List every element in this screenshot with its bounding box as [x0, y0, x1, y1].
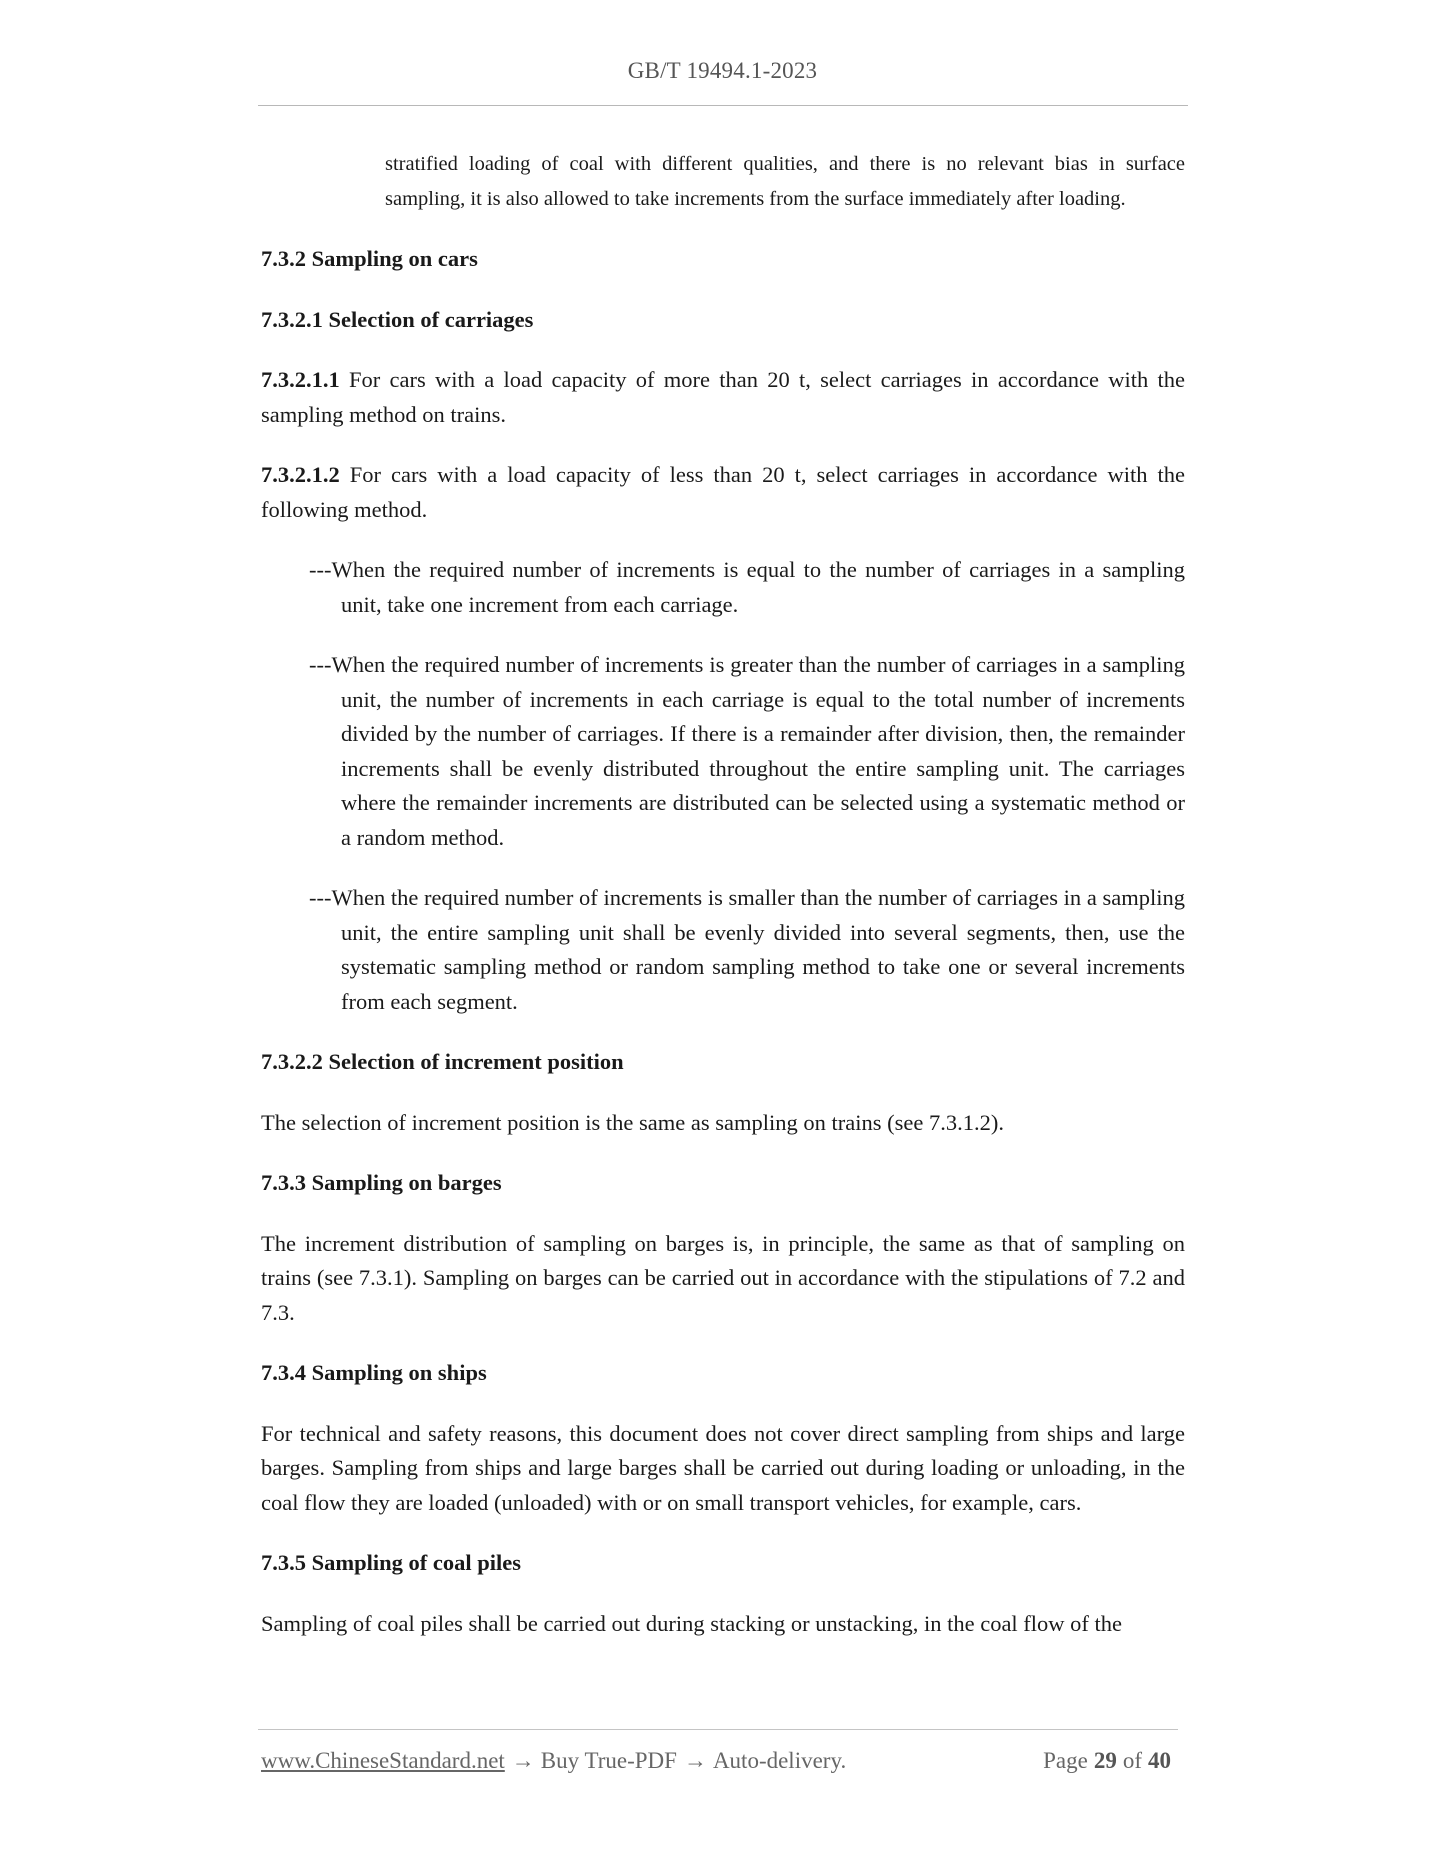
clause-number: 7.3.2.1.2: [261, 462, 340, 487]
page-footer: [261, 1748, 1177, 1782]
page-indicator: [1043, 1748, 1177, 1774]
arrow-right-icon: →: [511, 1748, 535, 1773]
heading-7-3-2-2: 7.3.2.2 Selection of increment position: [261, 1049, 624, 1074]
arrow-right-icon: →: [683, 1748, 707, 1773]
paragraph-7-3-3: The increment distribution of sampling on barges is, in principle, the same as that of sampling on trains (see 7.3.1). Sampling on barges can be carried out in accordance with the stipulations of 7.2 and 7.3.: [261, 1230, 1185, 1325]
chinese-standard-link[interactable]: www.ChineseStandard.net: [261, 1748, 505, 1773]
list-item: ---When the required number of increments is equal to the number of carriages in a sampling unit, take one increment from each carriage.: [309, 557, 1185, 617]
list-item: ---When the required number of increments is smaller than the number of carriages in a sampling unit, the entire sampling unit shall be evenly divided into several segments, then, use the systematic sampling method or random sampling method to take one or several increments from each segment.: [309, 885, 1185, 1014]
auto-delivery-text: Auto-delivery.: [712, 1748, 847, 1773]
document-header-title: GB/T 19494.1-2023: [627, 58, 818, 83]
footer-divider: [258, 1729, 1178, 1730]
of-label: of: [1122, 1748, 1142, 1773]
buy-true-pdf-text: Buy True-PDF: [540, 1748, 677, 1773]
continuation-paragraph: stratified loading of coal with different qualities, and there is no relevant bias in surface sampling, it is also allowed to take increments from the surface immediately after loading.: [385, 153, 1185, 210]
current-page-number: 29: [1093, 1748, 1117, 1773]
paragraph-7-3-5: Sampling of coal piles shall be carried out during stacking or unstacking, in the coal flow of the: [261, 1610, 1123, 1636]
heading-7-3-3: 7.3.3 Sampling on barges: [261, 1170, 502, 1195]
heading-7-3-5: 7.3.5 Sampling of coal piles: [261, 1550, 522, 1575]
clause-text: For cars with a load capacity of more than 20 t, select carriages in accordance with the sampling method on trains.: [261, 367, 1185, 427]
paragraph-7-3-4: For technical and safety reasons, this document does not cover direct sampling from ships and large barges. Sampling from ships and large barges shall be carried out during loading or unloading, in the coal flow they are loaded (unloaded) with or on small transport vehicles, for example, cars.: [261, 1420, 1185, 1515]
document-body: [261, 147, 1185, 1667]
paragraph-7-3-2-1-2: [261, 458, 1185, 527]
header-divider: [258, 105, 1188, 106]
total-pages-number: 40: [1148, 1748, 1171, 1773]
clause-text: For cars with a load capacity of less than 20 t, select carriages in accordance with the following method.: [261, 462, 1185, 522]
heading-7-3-4: 7.3.4 Sampling on ships: [261, 1360, 487, 1385]
heading-7-3-2-1: 7.3.2.1 Selection of carriages: [261, 306, 534, 332]
clause-number: 7.3.2.1.1: [261, 367, 340, 392]
heading-7-3-2: 7.3.2 Sampling on cars: [261, 246, 478, 271]
paragraph-7-3-2-2: The selection of increment position is the same as sampling on trains (see 7.3.1.2).: [261, 1109, 1004, 1135]
paragraph-7-3-2-1-1: [261, 363, 1185, 432]
page-label: Page: [1043, 1748, 1088, 1773]
footer-links: [261, 1748, 846, 1774]
list-item: ---When the required number of increments is greater than the number of carriages in a sampling unit, the number of increments in each carriage is equal to the total number of increments divided by the number of carriages. If there is a remainder after division, then, the remainder increments shall be evenly distributed throughout the entire sampling unit. The carriages where the remainder increments are distributed can be selected using a systematic method or a random method.: [309, 652, 1185, 850]
